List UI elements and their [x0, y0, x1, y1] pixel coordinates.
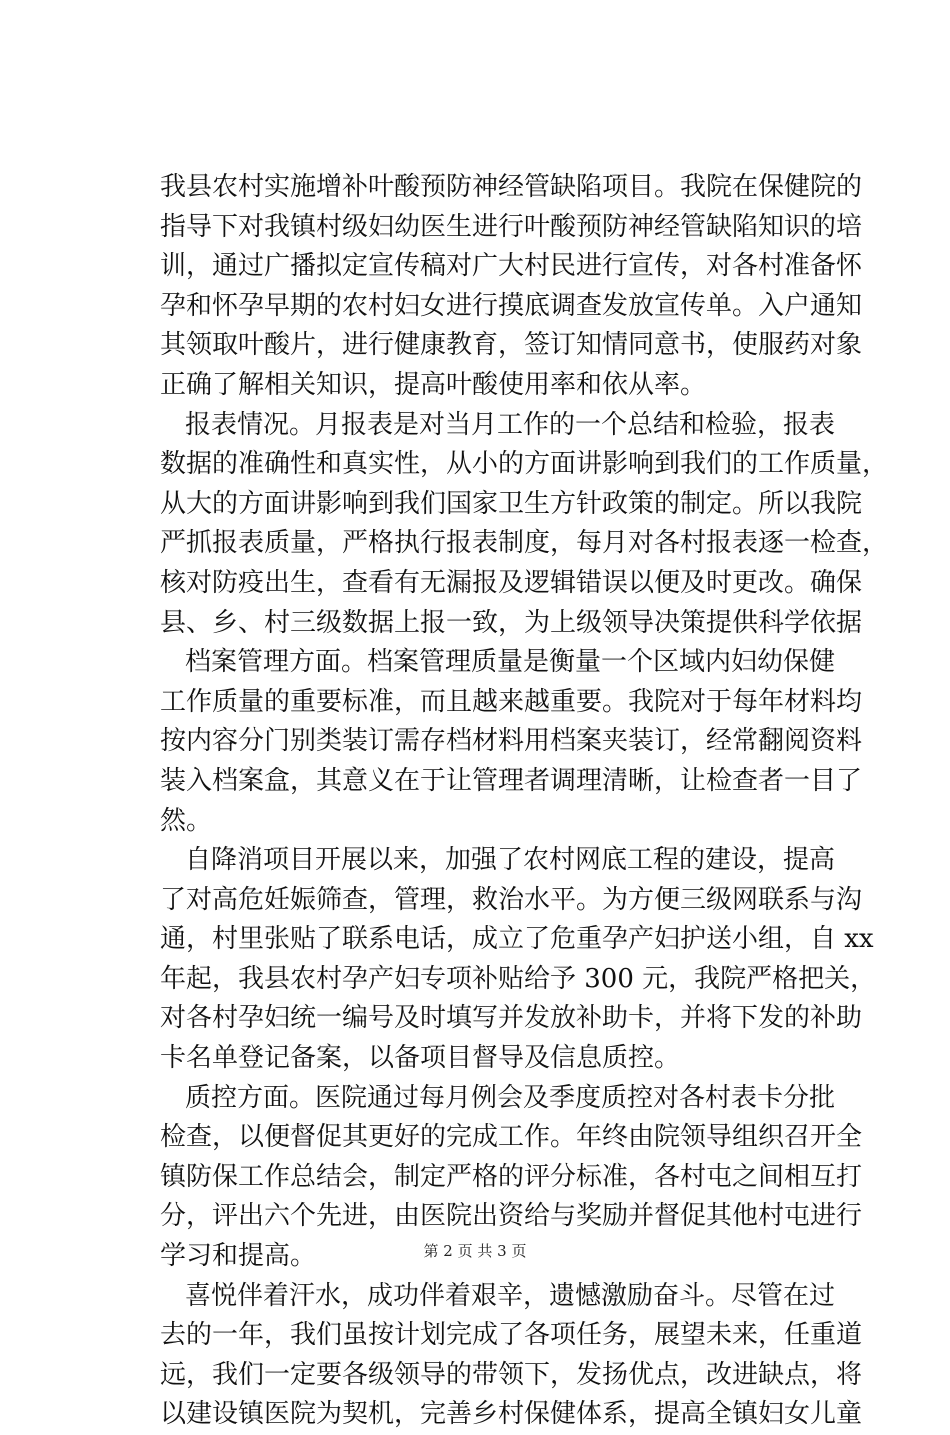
- text-line: 通，村里张贴了联系电话，成立了危重孕产妇护送小组，自 xx: [160, 924, 874, 955]
- text-line: 县、乡、村三级数据上报一致，为上级领导决策提供科学依据: [160, 607, 863, 638]
- text-line: 工作质量的重要标准，而且越来越重要。我院对于每年材料均: [160, 686, 863, 717]
- text-line: 数据的准确性和真实性，从小的方面讲影响到我们的工作质量，: [160, 449, 889, 480]
- text-line: 学习和提高。: [160, 1241, 317, 1272]
- text-line: 训，通过广播拟定宣传稿对广大村民进行宣传，对各村准备怀: [160, 251, 863, 282]
- text-line: 年起，我县农村孕产妇专项补贴给予 300 元，我院严格把关，: [160, 963, 877, 994]
- text-line: 按内容分门别类装订需存档材料用档案夹装订，经常翻阅资料: [160, 726, 863, 757]
- text-line: 自降消项目开展以来，加强了农村网底工程的建设，提高: [185, 845, 836, 876]
- text-line: 检查，以便督促其更好的完成工作。年终由院领导组织召开全: [160, 1122, 863, 1153]
- page-footer: 第 2 页 共 3 页: [423, 1242, 527, 1260]
- text-line: 我县农村实施增补叶酸预防神经管缺陷项目。我院在保健院的: [160, 172, 863, 202]
- text-line: 正确了解相关知识，提高叶酸使用率和依从率。: [160, 369, 707, 400]
- text-line: 严抓报表质量，严格执行报表制度，每月对各村报表逐一检查，: [160, 528, 889, 559]
- text-line: 指导下对我镇村级妇幼医生进行叶酸预防神经管缺陷知识的培: [160, 211, 863, 242]
- text-line: 装入档案盒，其意义在于让管理者调理清晰，让检查者一目了: [160, 765, 863, 796]
- text-line: 孕和怀孕早期的农村妇女进行摸底调查发放宣传单。入户通知: [160, 290, 863, 321]
- text-line: 卡名单登记备案，以备项目督导及信息质控。: [160, 1043, 681, 1074]
- text-line: 从大的方面讲影响到我们国家卫生方针政策的制定。所以我院: [160, 488, 863, 519]
- text-line: 远，我们一定要各级领导的带领下，发扬优点，改进缺点，将: [160, 1359, 863, 1390]
- text-line: 核对防疫出生，查看有无漏报及逻辑错误以便及时更改。确保: [160, 567, 863, 598]
- text-line: 了对高危妊娠筛查，管理，救治水平。为方便三级网联系与沟: [160, 884, 863, 915]
- text-line: 其领取叶酸片，进行健康教育，签订知情同意书，使服药对象: [160, 330, 863, 361]
- text-line: 以建设镇医院为契机，完善乡村保健体系，提高全镇妇女儿童: [160, 1399, 863, 1430]
- text-line: 分，评出六个先进，由医院出资给与奖励并督促其他村屯进行: [160, 1201, 863, 1232]
- text-line: 然。: [160, 805, 213, 836]
- text-line: 报表情况。月报表是对当月工作的一个总结和检验，报表: [185, 409, 836, 440]
- text-line: 档案管理方面。档案管理质量是衡量一个区域内妇幼保健: [185, 647, 836, 678]
- text-line: 喜悦伴着汗水，成功伴着艰辛，遗憾激励奋斗。尽管在过: [185, 1280, 836, 1311]
- text-line: 质控方面。医院通过每月例会及季度质控对各村表卡分批: [185, 1082, 836, 1113]
- text-line: 镇防保工作总结会，制定严格的评分标准，各村屯之间相互打: [160, 1161, 863, 1192]
- text-line: 对各村孕妇统一编号及时填写并发放补助卡，并将下发的补助: [160, 1003, 863, 1034]
- text-line: 去的一年，我们虽按计划完成了各项任务，展望未来，任重道: [160, 1320, 863, 1351]
